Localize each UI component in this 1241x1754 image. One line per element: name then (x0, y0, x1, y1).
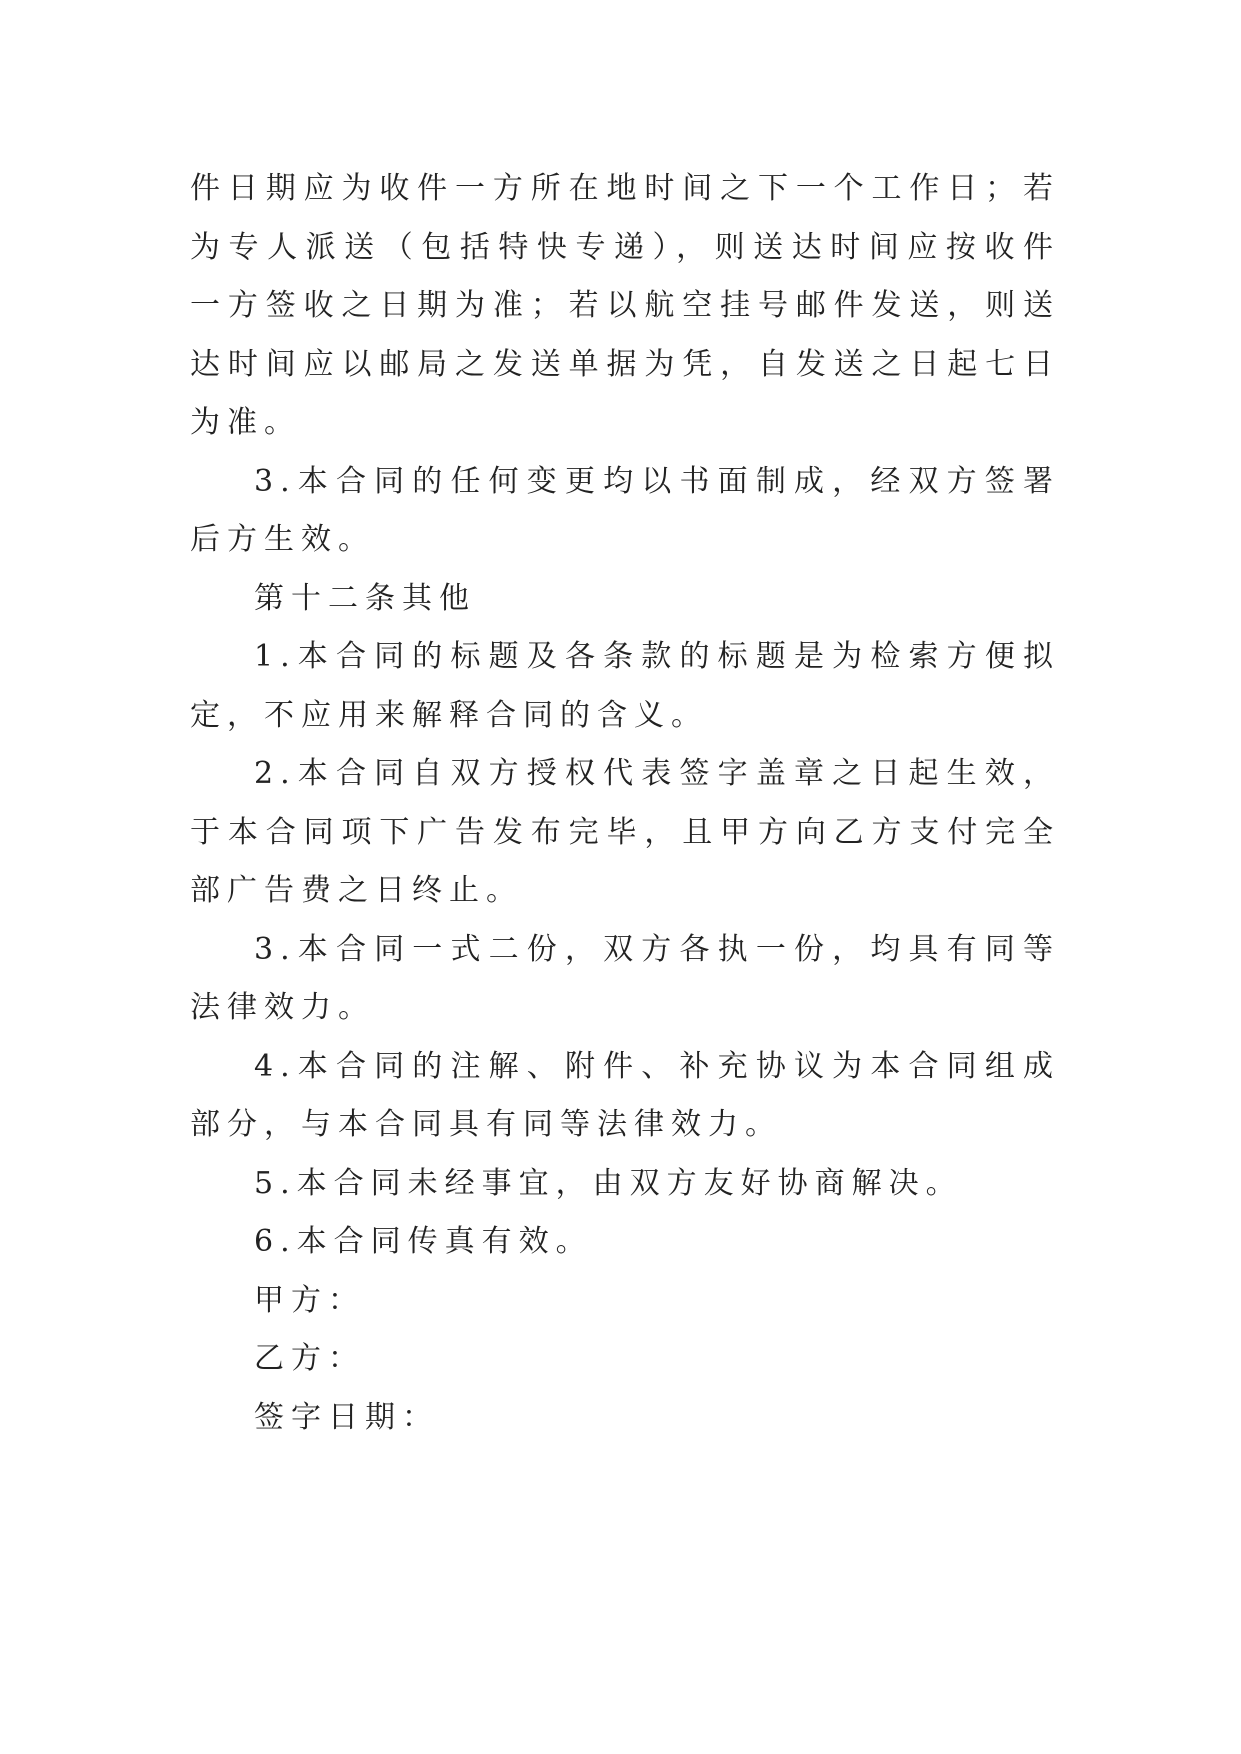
paragraph-clause-5-negotiation: 5.本合同未经事宜，由双方友好协商解决。 (254, 1165, 963, 1201)
paragraph-delivery-continuation: 件日期应为收件一方所在地时间之下一个工作日；若为专人派送（包括特快专递），则送达时间应按收件一方签收之日期为准；若以航空挂号邮件发送，则送达时间应以邮局之发送单据为凭，自发送之日起七日为准。 (190, 171, 1060, 440)
signature-party-a: 甲方： (254, 1282, 365, 1318)
paragraph-clause-2-effective: 2.本合同自双方授权代表签字盖章之日起生效，于本合同项下广告发布完毕，且甲方向乙方支付完全部广告费之日终止。 (190, 756, 1060, 908)
signature-party-b: 乙方： (254, 1341, 365, 1376)
document-body (190, 160, 1060, 1447)
section-heading-article-12: 第十二条其他 (254, 580, 476, 616)
paragraph-clause-6-fax: 6.本合同传真有效。 (254, 1224, 593, 1259)
paragraph-clause-1-titles: 1.本合同的标题及各条款的标题是为检索方便拟定，不应用来解释合同的含义。 (190, 639, 1060, 733)
paragraph-clause-3-amendment: 3.本合同的任何变更均以书面制成，经双方签署后方生效。 (190, 463, 1060, 557)
signature-date: 签字日期： (254, 1399, 439, 1435)
paragraph-clause-4-annexes: 4.本合同的注解、附件、补充协议为本合同组成部分，与本合同具有同等法律效力。 (190, 1048, 1060, 1142)
paragraph-clause-3-copies: 3.本合同一式二份，双方各执一份，均具有同等法律效力。 (190, 931, 1060, 1025)
